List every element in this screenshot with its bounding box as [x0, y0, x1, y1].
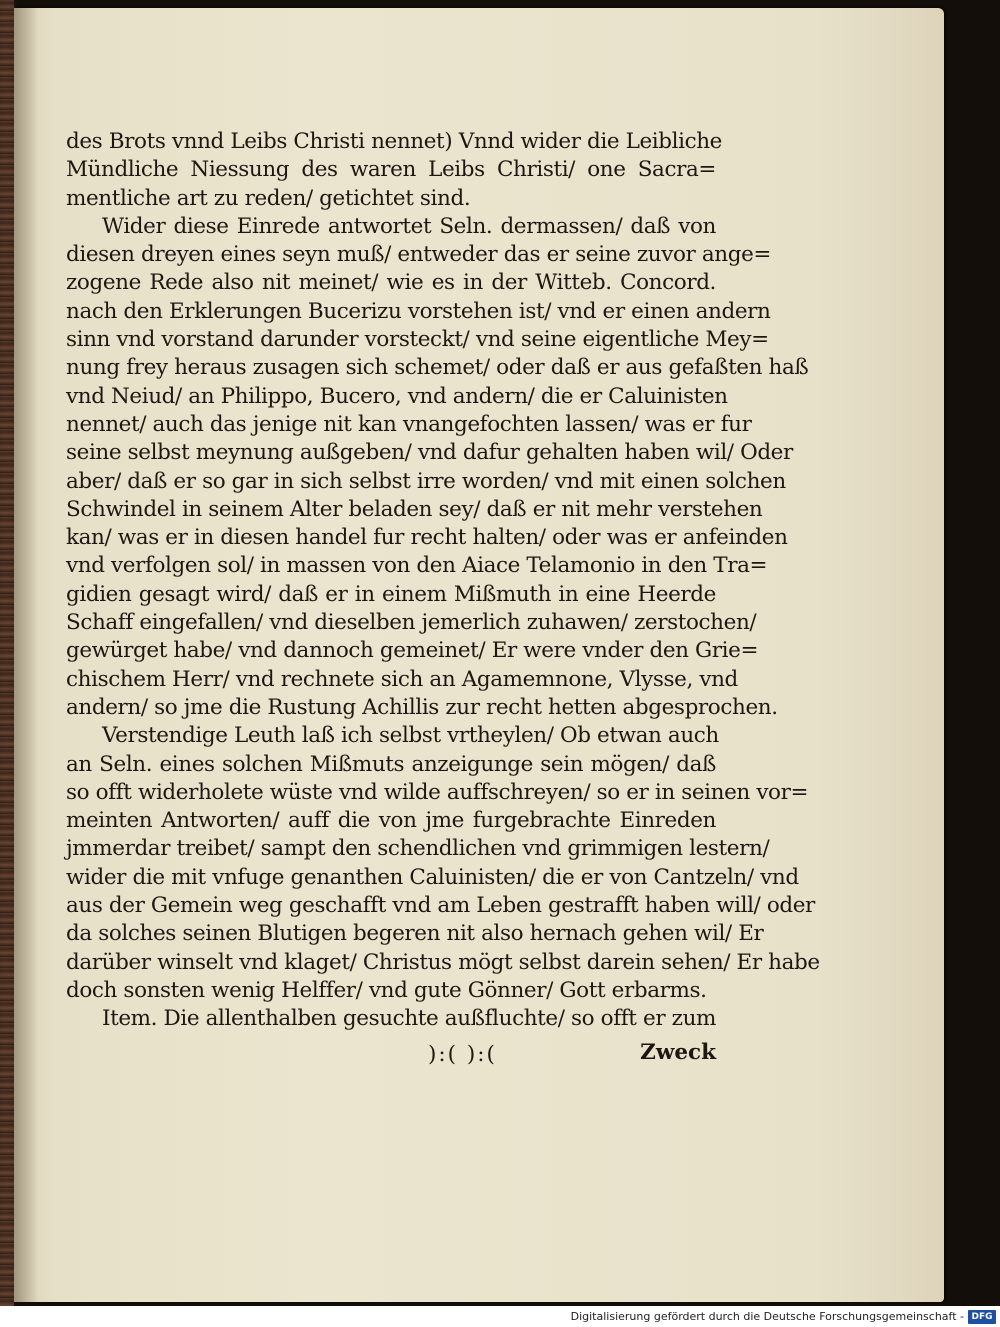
text-line: jmmerdar treibet/ sampt den schendlichen vnd grimmigen lestern/ — [66, 836, 770, 862]
dfg-logo-icon: DFG — [968, 1310, 996, 1324]
text-line: meinten Antworten/ auff die von jme furgebrachte Einreden — [66, 808, 716, 834]
text-line: diesen dreyen eines seyn muß/ entweder das er seine zuvor ange= — [66, 242, 772, 268]
page-text-block — [66, 128, 820, 1034]
text-line: darüber winselt vnd klaget/ Christus mögt selbst darein sehen/ Er habe — [66, 949, 820, 975]
text-line: zogene Rede also nit meinet/ wie es in der Witteb. Concord. — [66, 270, 716, 296]
text-line: Schaff eingefallen/ vnd dieselben jemerlich zuhawen/ zerstochen/ — [66, 610, 757, 636]
text-line: nach den Erklerungen Bucerizu vorstehen ist/ vnd er einen andern — [66, 298, 771, 324]
text-line: Verstendige Leuth laß ich selbst vrtheylen/ Ob etwan auch — [102, 723, 719, 749]
text-line: nung frey heraus zusagen sich schemet/ oder daß er aus gefaßten haß — [66, 355, 809, 381]
text-line: an Seln. eines solchen Mißmuts anzeigunge sein mögen/ daß — [66, 751, 716, 777]
text-line: aber/ daß er so gar in sich selbst irre worden/ vnd mit einen solchen — [66, 468, 786, 494]
text-line: chischem Herr/ vnd rechnete sich an Agamemnone, Vlysse, vnd — [66, 666, 738, 692]
text-line: vnd verfolgen sol/ in massen von den Aiace Telamonio in den Tra= — [66, 553, 768, 579]
text-line: Schwindel in seinem Alter beladen sey/ daß er nit mehr verstehen — [66, 496, 763, 522]
catchword: Zweck — [640, 1040, 716, 1065]
text-line: doch sonsten wenig Helffer/ vnd gute Gönner/ Gott erbarms. — [66, 977, 707, 1003]
page-gutter-shade — [14, 8, 38, 1302]
credit-bar — [0, 1306, 1000, 1327]
text-line: gewürget habe/ vnd dannoch gemeinet/ Er were vnder den Grie= — [66, 638, 759, 664]
page-footer — [66, 1040, 716, 1074]
text-line: andern/ so jme die Rustung Achillis zur recht hetten abgesprochen. — [66, 694, 778, 720]
text-line: vnd Neiud/ an Philippo, Bucero, vnd andern/ die er Caluinisten — [66, 383, 728, 409]
text-line: Wider diese Einrede antwortet Seln. dermassen/ daß von — [102, 213, 716, 239]
text-line: mentliche art zu reden/ getichtet sind. — [66, 185, 471, 211]
text-line: aus der Gemein weg geschafft vnd am Leben gestrafft haben will/ oder — [66, 893, 815, 919]
text-line: wider die mit vnfuge genanthen Caluinisten/ die er von Cantzeln/ vnd — [66, 864, 799, 890]
credit-text: Digitalisierung gefördert durch die Deutsche Forschungsgemeinschaft - — [570, 1310, 964, 1323]
text-line: so offt widerholete wüste vnd wilde auffschreyen/ so er in seinen vor= — [66, 779, 809, 805]
text-line: sinn vnd vorstand darunder vorsteckt/ vnd seine eigentliche Mey= — [66, 327, 769, 353]
signature-mark: ):( ):( — [428, 1042, 497, 1067]
text-line: Item. Die allenthalben gesuchte außfluchte/ so offt er zum — [102, 1006, 716, 1032]
text-line: seine selbst meynung außgeben/ vnd dafur gehalten haben wil/ Oder — [66, 440, 793, 466]
text-line: Mündliche Niessung des waren Leibs Christi/ one Sacra= — [66, 157, 716, 183]
text-line: nennet/ auch das jenige nit kan vnangefochten lassen/ was er fur — [66, 411, 752, 437]
book-spine-edge — [0, 0, 14, 1306]
text-line: kan/ was er in diesen handel fur recht halten/ oder was er anfeinden — [66, 525, 788, 551]
text-line: des Brots vnnd Leibs Christi nennet) Vnnd wider die Leibliche — [66, 129, 723, 154]
text-line: gidien gesagt wird/ daß er in einem Mißmuth in eine Heerde — [66, 581, 716, 607]
text-line: da solches seinen Blutigen begeren nit also hernach gehen wil/ Er — [66, 921, 764, 947]
